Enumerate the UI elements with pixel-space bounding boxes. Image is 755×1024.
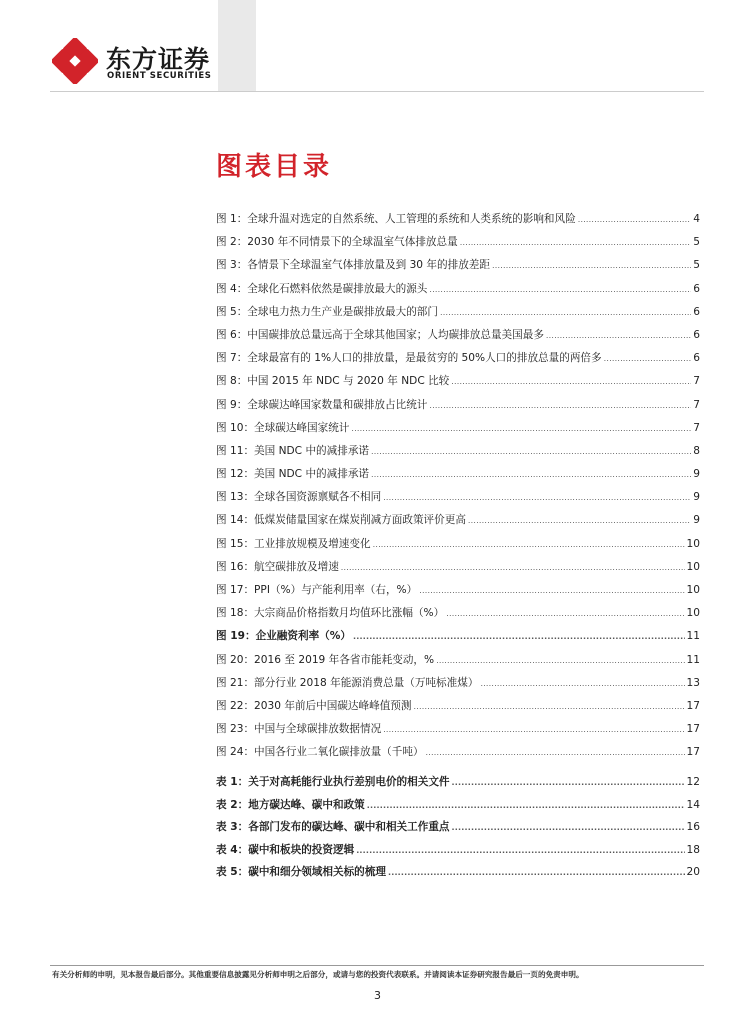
toc-figure-entry-text: 2016 至 2019 年各省市能耗变动，%: [254, 653, 435, 666]
toc-figure-entry-label: 图 1：: [216, 213, 248, 225]
toc-figure-entry-page: 7: [693, 398, 700, 411]
toc-figure-entry-title: [216, 211, 576, 226]
toc-figure-entry-title: [216, 466, 369, 481]
dot-leader: [546, 331, 691, 340]
toc-figure-entry[interactable]: [216, 257, 700, 280]
toc-figure-entry-page: 11: [686, 653, 700, 666]
toc-figure-entry-text: 低煤炭储量国家在煤炭削减方面政策评价更高: [254, 514, 466, 527]
toc-figure-entry-label: 图 21：: [216, 676, 255, 689]
toc-figure-entry-title: [216, 373, 449, 388]
toc-figure-entry-label: 图 11：: [216, 444, 255, 457]
toc-figure-entry-label: 图 19：: [216, 630, 256, 643]
toc-figure-entry-label: 图 14：: [216, 514, 255, 527]
toc-figure-entry[interactable]: [216, 652, 700, 675]
toc-figure-entry-page: 11: [686, 630, 700, 643]
toc-figure-entry-text: 部分行业 2018 年能源消费总量（万吨标准煤）: [254, 676, 479, 689]
toc-table-entry-page: 18: [686, 843, 700, 856]
dot-leader: [492, 261, 691, 270]
logo-english-name: ORIENT SECURITIES: [107, 71, 212, 81]
toc-figure-entry[interactable]: [216, 744, 700, 767]
toc-figure-entry-title: [216, 443, 369, 458]
toc-table-entry[interactable]: [216, 819, 700, 842]
dot-leader: [388, 868, 685, 877]
toc-figure-entry-title: [216, 652, 434, 667]
toc-figure-entry-text: 美国 NDC 中的减排承诺: [254, 444, 370, 457]
table-list: [216, 774, 700, 887]
toc-figure-entry-label: 图 10：: [216, 421, 255, 434]
toc-figure-entry-text: 2030 年不同情景下的全球温室气体排放总量: [247, 236, 458, 249]
dot-leader: [373, 540, 685, 549]
toc-figure-entry-text: 全球碳达峰国家数量和碳排放占比统计: [247, 398, 428, 411]
toc-figure-entry[interactable]: [216, 536, 700, 559]
toc-figure-entry-title: [216, 397, 427, 412]
toc-figure-entry-page: 9: [693, 514, 700, 527]
page-title: 图表目录: [216, 152, 333, 182]
toc-table-entry-text: 碳中和板块的投资逻辑: [248, 843, 355, 856]
logo-mark-icon: [52, 38, 98, 84]
toc-figure-entry[interactable]: [216, 211, 700, 234]
dot-leader: [451, 377, 691, 386]
toc-figure-entry-label: 图 13：: [216, 491, 255, 504]
dot-leader: [429, 285, 691, 294]
toc-figure-entry-text: 全球各国资源禀赋各不相同: [254, 491, 382, 504]
toc-figure-entry-label: 图 5：: [216, 305, 248, 318]
toc-figure-entry-text: 工业排放规模及增速变化: [254, 537, 371, 550]
toc-figure-entry[interactable]: [216, 559, 700, 582]
toc-figure-entry-label: 图 7：: [216, 352, 248, 365]
toc-figure-entry-label: 图 15：: [216, 537, 255, 550]
toc-figure-entry-title: [216, 628, 351, 643]
toc-table-entry-text: 地方碳达峰、碳中和政策: [248, 798, 365, 811]
toc-figure-entry-text: 各情景下全球温室气体排放量及到 30 年的排放差距: [247, 259, 490, 272]
dot-leader: [468, 516, 691, 525]
toc-figure-entry-text: 2030 年前后中国碳达峰峰值预测: [254, 699, 412, 712]
toc-table-entry-label: 表 5：: [216, 866, 249, 879]
toc-figure-entry-page: 6: [693, 352, 700, 365]
toc-figure-entry-text: 全球最富有的 1%人口的排放量，是最贫穷的 50%人口的排放总量的两倍多: [247, 352, 602, 365]
toc-table-entry-label: 表 3：: [216, 821, 249, 834]
toc-figure-entry-label: 图 3：: [216, 259, 248, 272]
toc-table-entry-label: 表 4：: [216, 843, 249, 856]
toc-figure-entry[interactable]: [216, 350, 700, 373]
toc-figure-entry-page: 17: [686, 746, 700, 759]
toc-figure-entry-title: [216, 605, 444, 620]
dot-leader: [460, 238, 692, 247]
toc-figure-entry[interactable]: [216, 721, 700, 744]
dot-leader: [480, 679, 684, 688]
toc-table-entry[interactable]: [216, 774, 700, 797]
toc-figure-entry-page: 17: [686, 699, 700, 712]
toc-figure-entry-page: 6: [693, 282, 700, 295]
toc-figure-entry-page: 17: [686, 723, 700, 736]
dot-leader: [383, 725, 684, 734]
toc-figure-entry-title: [216, 536, 371, 551]
toc-figure-entry-page: 5: [693, 259, 700, 272]
toc-figure-entry-title: [216, 257, 490, 272]
toc-figure-entry[interactable]: [216, 281, 700, 304]
dot-leader: [383, 493, 691, 502]
toc-table-entry-label: 表 1：: [216, 776, 249, 788]
dot-leader: [578, 215, 692, 224]
toc-table-entry-label: 表 2：: [216, 798, 249, 811]
toc-figure-entry[interactable]: [216, 234, 700, 257]
dot-leader: [452, 778, 685, 787]
dot-leader: [446, 609, 684, 618]
toc-figure-entry-label: 图 18：: [216, 607, 255, 620]
dot-leader: [371, 470, 691, 479]
toc-table-entry[interactable]: [216, 797, 700, 820]
toc-figure-entry-page: 10: [686, 537, 700, 550]
header-divider: [50, 91, 704, 92]
toc-figure-entry-page: 13: [686, 676, 700, 689]
toc-figure-entry-label: 图 6：: [216, 328, 248, 341]
toc-figure-entry-label: 图 2：: [216, 236, 248, 249]
toc-figure-entry[interactable]: [216, 675, 700, 698]
toc-figure-entry-text: 全球升温对选定的自然系统、人工管理的系统和人类系统的影响和风险: [247, 213, 576, 225]
toc-figure-entry[interactable]: [216, 489, 700, 512]
toc-figure-entry-page: 4: [693, 213, 700, 225]
dot-leader: [367, 801, 685, 810]
toc-figure-entry-page: 7: [693, 421, 700, 434]
toc-figure-entry[interactable]: [216, 582, 700, 605]
dot-leader: [351, 424, 691, 433]
toc-figure-entry-label: 图 9：: [216, 398, 248, 411]
toc-figure-entry[interactable]: [216, 397, 700, 420]
toc-figure-entry[interactable]: [216, 373, 700, 396]
toc-table-entry-title: [216, 842, 354, 857]
toc-figure-entry-label: 图 4：: [216, 282, 248, 295]
toc-figure-entry-title: [216, 744, 424, 759]
toc-figure-entry-text: 中国 2015 年 NDC 与 2020 年 NDC 比较: [247, 375, 450, 388]
toc-figure-entry[interactable]: [216, 512, 700, 535]
toc-table-entry-page: 16: [686, 821, 700, 834]
toc-table-entry-page: 12: [686, 776, 700, 788]
toc-table-entry-page: 14: [686, 798, 700, 811]
toc-figure-entry-label: 图 12：: [216, 468, 255, 481]
toc-figure-entry-text: 大宗商品价格指数月均值环比涨幅（%）: [254, 607, 445, 620]
toc-figure-entry-text: 中国碳排放总量远高于全球其他国家；人均碳排放总量美国最多: [247, 328, 544, 341]
toc-table-entry[interactable]: [216, 842, 700, 865]
toc-figure-entry-label: 图 22：: [216, 699, 255, 712]
toc-table-entry-text: 各部门发布的碳达峰、碳中和相关工作重点: [248, 821, 450, 834]
toc-figure-entry-text: PPI（%）与产能利用率（右，%）: [254, 584, 418, 596]
toc-figure-entry[interactable]: [216, 698, 700, 721]
toc-figure-entry-text: 企业融资利率（%）: [255, 630, 351, 643]
toc-table-entry-text: 碳中和细分领域相关标的梳理: [248, 866, 386, 879]
toc-figure-entry-title: [216, 512, 466, 527]
dot-leader: [426, 748, 685, 757]
toc-figure-entry-page: 9: [693, 491, 700, 504]
toc-table-entry-title: [216, 797, 365, 812]
toc-figure-entry-title: [216, 281, 427, 296]
toc-table-entry-title: [216, 819, 450, 834]
dot-leader: [341, 563, 685, 572]
toc-figure-entry-title: [216, 234, 458, 249]
toc-table-entry-title: [216, 864, 386, 879]
toc-figure-entry-label: 图 8：: [216, 375, 248, 388]
toc-figure-entry[interactable]: [216, 420, 700, 443]
toc-table-entry[interactable]: [216, 864, 700, 887]
company-logo: [52, 38, 212, 84]
toc-figure-entry-title: [216, 559, 339, 574]
toc-table-entry-page: 20: [686, 866, 700, 879]
toc-table-entry-title: [216, 774, 450, 789]
toc-figure-entry[interactable]: [216, 605, 700, 628]
toc-figure-entry-title: [216, 698, 412, 713]
toc-figure-entry[interactable]: [216, 443, 700, 466]
toc-figure-entry-title: [216, 582, 417, 597]
toc-figure-entry-page: 5: [693, 236, 700, 249]
toc-figure-entry-text: 美国 NDC 中的减排承诺: [254, 468, 370, 481]
logo-chinese-name: 东方证券: [106, 45, 211, 74]
toc-figure-entry-title: [216, 327, 544, 342]
toc-figure-entry-page: 10: [686, 560, 700, 573]
toc-figure-entry-page: 10: [686, 607, 700, 620]
toc-figure-entry-page: 10: [686, 584, 700, 596]
dot-leader: [436, 656, 684, 665]
toc-figure-entry-text: 中国与全球碳排放数据情况: [254, 723, 382, 736]
dot-leader: [429, 401, 691, 410]
dot-leader: [353, 632, 685, 641]
toc-table-entry-text: 关于对高耗能行业执行差别电价的相关文件: [248, 776, 450, 788]
toc-figure-entry-page: 6: [693, 305, 700, 318]
toc-figure-entry-text: 全球化石燃料依然是碳排放最大的源头: [247, 282, 428, 295]
toc-figure-entry-page: 8: [693, 444, 700, 457]
toc-figure-entry[interactable]: [216, 466, 700, 489]
toc-figure-entry[interactable]: [216, 327, 700, 350]
toc-figure-entry-text: 中国各行业二氧化碳排放量（千吨）: [254, 746, 424, 759]
dot-leader: [356, 846, 684, 855]
toc-figure-entry-title: [216, 675, 478, 690]
toc-figure-entry-label: 图 20：: [216, 653, 255, 666]
toc-figure-entry-text: 全球电力热力生产业是碳排放最大的部门: [247, 305, 438, 318]
figure-list: [216, 211, 700, 768]
toc-figure-entry-text: 航空碳排放及增速: [254, 560, 339, 573]
toc-figure-entry-page: 9: [693, 468, 700, 481]
toc-figure-entry[interactable]: [216, 628, 700, 651]
toc-figure-entry-title: [216, 420, 349, 435]
dot-leader: [419, 586, 684, 595]
dot-leader: [371, 447, 691, 456]
toc-figure-entry-label: 图 16：: [216, 560, 255, 573]
toc-figure-entry-page: 6: [693, 328, 700, 341]
dot-leader: [604, 354, 692, 363]
dot-leader: [414, 702, 685, 711]
toc-figure-entry[interactable]: [216, 304, 700, 327]
header-accent-bar: [218, 0, 256, 92]
toc-figure-entry-title: [216, 304, 438, 319]
dot-leader: [440, 308, 691, 317]
footer-divider: [50, 965, 704, 966]
page-number: 3: [374, 989, 381, 1002]
toc-figure-entry-page: 7: [693, 375, 700, 388]
footer-disclaimer: 有关分析师的申明，见本报告最后部分。其他重要信息披露见分析师申明之后部分，或请与您的投资代表联系。并请阅读本证券研究报告最后一页的免责申明。: [52, 970, 584, 979]
toc-figure-entry-label: 图 17：: [216, 584, 255, 596]
toc-figure-entry-title: [216, 350, 602, 365]
toc-figure-entry-label: 图 24：: [216, 746, 255, 759]
dot-leader: [452, 823, 685, 832]
toc-figure-entry-text: 全球碳达峰国家统计: [254, 421, 350, 434]
toc-figure-entry-title: [216, 489, 381, 504]
toc-figure-entry-label: 图 23：: [216, 723, 255, 736]
toc-figure-entry-title: [216, 721, 381, 736]
